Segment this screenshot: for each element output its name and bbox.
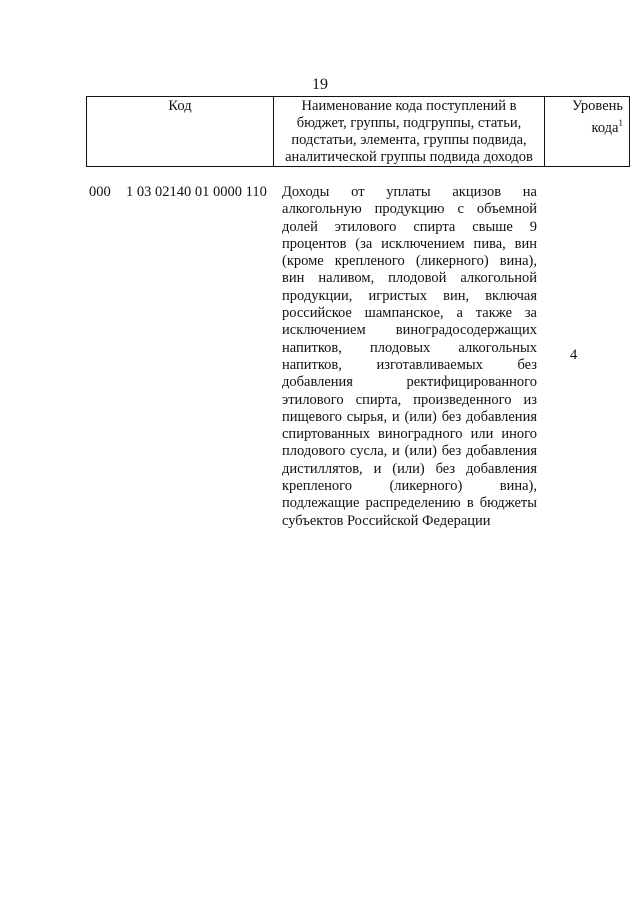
header-name: Наименование кода поступлений в бюджет, группы, подгруппы, статьи, подстатьи, элемента, группы подвида, аналитической группы подвида доходов	[274, 97, 545, 167]
header-code: Код	[87, 97, 274, 167]
header-level-label: Уровень кода	[571, 98, 623, 136]
row-description: Доходы от уплаты акцизов на алкогольную продукцию с объемной долей этилового спирта свыше 9 процентов (за исключением пива, вин (кроме крепленого (ликерного) вина), вин наливом, плодовой алкогольной продукции, игристых вин, включая российское шампанское, а также за исключением виноградосодержащих напитков, плодовых алкогольных напитков, изготавливаемых без добавления ректифицированного этилового спирта, произведенного из пищевого сырья, и (или) без добавления спиртованных виноградного или иного плодового сусла, и (или) без добавления дистиллятов, и (или) без добавления крепленого (ликерного) вина), подлежащие распределению в бюджеты субъектов Российской Федерации	[282, 184, 537, 529]
page-number: 19	[312, 76, 328, 93]
table-header	[86, 96, 630, 167]
row-admin-code: 000	[89, 184, 111, 200]
header-level	[545, 97, 630, 167]
row-code: 1 03 02140 01 0000 110	[126, 184, 267, 200]
header-level-footnote: 1	[618, 118, 623, 128]
row-level: 4	[570, 347, 578, 363]
